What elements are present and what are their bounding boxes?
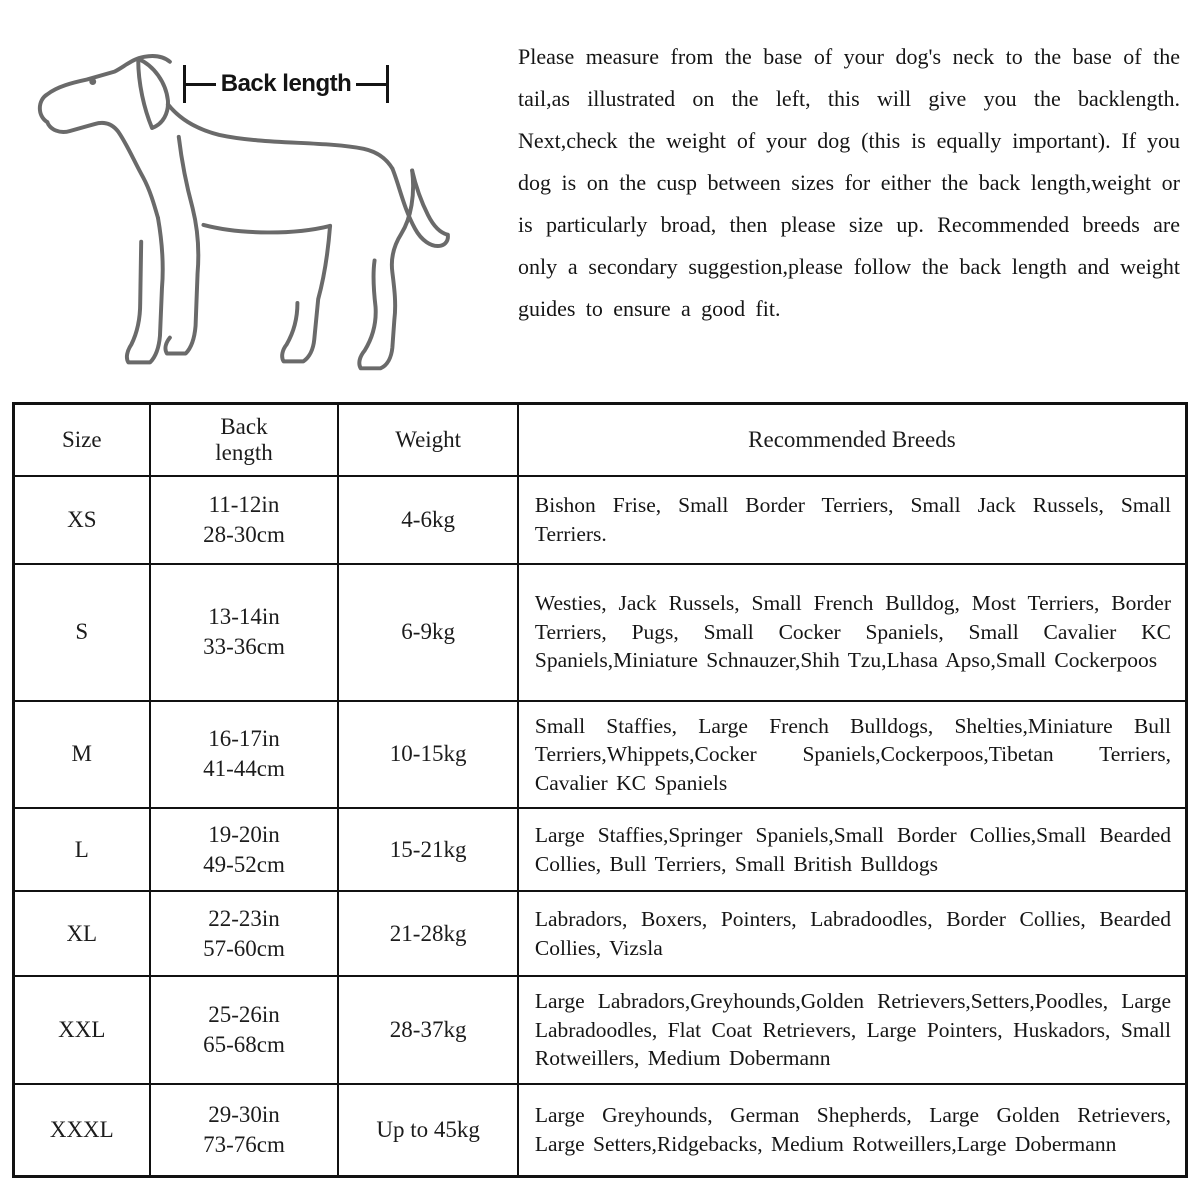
cell-back-length [150,891,339,976]
cell-size: L [14,808,150,891]
cell-weight: 15-21kg [338,808,517,891]
size-table-wrap [0,402,1200,1178]
cell-recommended-breeds: Labradors, Boxers, Pointers, Labradoodles, Border Collies, Bearded Collies, Vizsla [518,891,1187,976]
cell-back-length [150,808,339,891]
dog-front-leg-near [127,218,163,362]
cell-size: XS [14,476,150,564]
cell-weight: 4-6kg [338,476,517,564]
dog-jaw-throat-chest [47,122,158,218]
cell-back-length [150,976,339,1084]
dimension-line-right [356,83,386,86]
cell-back-length [150,701,339,809]
back-length-dimension [183,65,389,103]
cell-weight: 21-28kg [338,891,517,976]
cell-weight: 10-15kg [338,701,517,809]
back-length-inches: 29-30in [208,1101,280,1127]
cell-size: S [14,564,150,701]
dog-belly [203,225,330,233]
cell-weight: 6-9kg [338,564,517,701]
size-table-row [14,564,1187,701]
size-table-row [14,976,1187,1084]
back-length-inches: 16-17in [208,726,280,752]
measuring-instructions-paragraph: Please measure from the base of your dog's neck to the base of the tail,as illustrated on the left, this will give you the backlength. Next,check the weight of your dog (this is equally important). If you dog is on the cusp between sizes for either the back length,weight or is particularly broad, then please size up. Recommended breeds are only a secondary suggestion,please follow the back length and weight guides to ensure a good fit. [518,44,1180,321]
size-table-row [14,891,1187,976]
dog-eye [89,78,96,85]
back-length-cm: 73-76cm [203,1131,285,1157]
header-back-length: Back length [150,404,339,476]
cell-recommended-breeds: Large Greyhounds, German Shepherds, Large Golden Retrievers, Large Setters,Ridgebacks, Medium Rotweillers,Large Dobermann [518,1084,1187,1177]
back-length-cm: 28-30cm [203,521,285,547]
cell-weight: 28-37kg [338,976,517,1084]
size-table-row [14,808,1187,891]
size-chart-header [14,404,1187,476]
dog-hind-leg-far [282,226,330,361]
size-table-body [14,476,1187,1177]
dog-ear [138,59,168,128]
header-recommended-breeds: Recommended Breeds [518,404,1187,476]
size-chart-table [12,402,1188,1178]
cell-size: XXXL [14,1084,150,1177]
cell-recommended-breeds: Small Staffies, Large French Bulldogs, Shelties,Miniature Bull Terriers,Whippets,Cocker Spaniels,Cockerpoos,Tibetan Terriers, Cavalier KC Spaniels [518,701,1187,809]
header-weight: Weight [338,404,517,476]
back-length-label: Back length [220,70,352,97]
back-length-cm: 33-36cm [203,634,285,659]
size-table-row [14,701,1187,809]
back-length-inches: 13-14in [208,604,280,629]
back-length-inches: 11-12in [208,491,280,517]
back-length-inches: 22-23in [208,905,280,931]
top-section [0,0,1200,402]
dog-tail-under [412,171,448,235]
back-length-cm: 41-44cm [203,756,285,782]
dog-neck-back [168,104,392,168]
back-length-cm: 57-60cm [203,935,285,961]
dimension-line-left [186,83,216,86]
size-table-row [14,476,1187,564]
cell-recommended-breeds: Bishon Frise, Small Border Terriers, Small Jack Russels, Small Terriers. [518,476,1187,564]
cell-size: XL [14,891,150,976]
dog-measure-diagram [20,25,490,402]
cell-back-length [150,1084,339,1177]
cell-recommended-breeds: Large Labradors,Greyhounds,Golden Retrievers,Setters,Poodles, Large Labradoodles, Flat Coat Retrievers, Large Pointers, Huskadors, Small Rotweillers, Medium Dobermann [518,976,1187,1084]
back-length-cm: 65-68cm [203,1031,285,1057]
dimension-right-tick [386,65,389,103]
back-length-cm: 49-52cm [203,851,285,877]
cell-back-length [150,564,339,701]
cell-weight: Up to 45kg [338,1084,517,1177]
cell-size: XXL [14,976,150,1084]
size-table-row [14,1084,1187,1177]
cell-size: M [14,701,150,809]
dog-front-leg-far [165,137,198,354]
cell-back-length [150,476,339,564]
back-length-inches: 19-20in [208,821,280,847]
cell-recommended-breeds: Large Staffies,Springer Spaniels,Small Border Collies,Small Bearded Collies, Bull Terriers, Small British Bulldogs [518,808,1187,891]
back-length-inches: 25-26in [208,1001,280,1027]
header-size: Size [14,404,150,476]
cell-recommended-breeds: Westies, Jack Russels, Small French Bulldog, Most Terriers, Border Terriers, Pugs, Small Cocker Spaniels, Small Cavalier KC Spaniels,Miniature Schnauzer,Shih Tzu,Lhasa Apso,Small Cockerpoos [518,564,1187,701]
